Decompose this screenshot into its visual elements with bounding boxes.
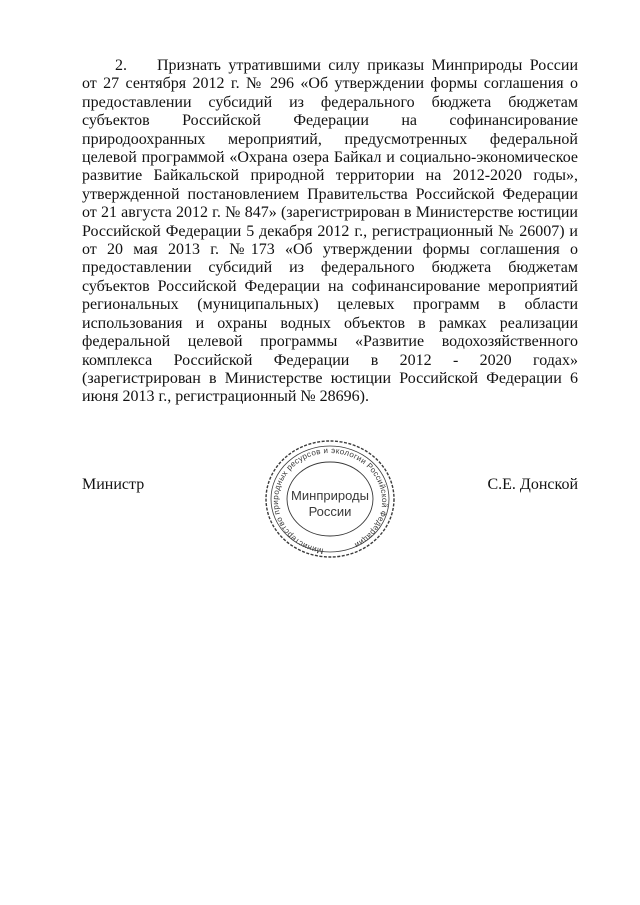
signer-title: Министр: [82, 476, 145, 493]
signer-name: С.Е. Донской: [487, 476, 578, 493]
paragraph-number: 2.: [115, 57, 127, 74]
paragraph-2: [82, 57, 578, 407]
stamp-center-line1: Минприроды: [291, 488, 369, 503]
stamp-ring-text: Министерство природных ресурсов и экологии Российской Федерации: [271, 445, 390, 556]
paragraph-text: Признать утратившими силу приказы Минприроды России от 27 сентября 2012 г. № 296 «Об утверждении формы соглашения о предоставлении субсидий из федерального бюджета бюджетам субъектов Российской Федерации на софинансирование природоохранных мероприятий, предусмотренных федеральной целевой программой «Охрана озера Байкал и социально-экономическое развитие Байкальской природной территории на 2012-2020 годы», утвержденной постановлением Правительства Российской Федерации от 21 августа 2012 г. № 847» (зарегистрирован в Министерстве юстиции Российской Федерации 5 декабря 2012 г., регистрационный № 26007) и от 20 мая 2013 г. №173 «Об утверждении формы соглашения о предоставлении субсидий из федерального бюджета бюджетам субъектов Российской Федерации на софинансирование мероприятий региональных (муниципальных) целевых программ в области использования и охраны водных объектов в рамках реализации федеральной целевой программы «Развитие водохозяйственного комплекса Российской Федерации в 2012 - 2020 годах» (зарегистрирован в Министерстве юстиции Российской Федерации 6 июня 2013 г., регистрационный № 28696).: [82, 57, 578, 406]
stamp-center-line2: России: [308, 504, 352, 519]
signature-block: [82, 445, 578, 563]
official-stamp: [260, 437, 400, 561]
